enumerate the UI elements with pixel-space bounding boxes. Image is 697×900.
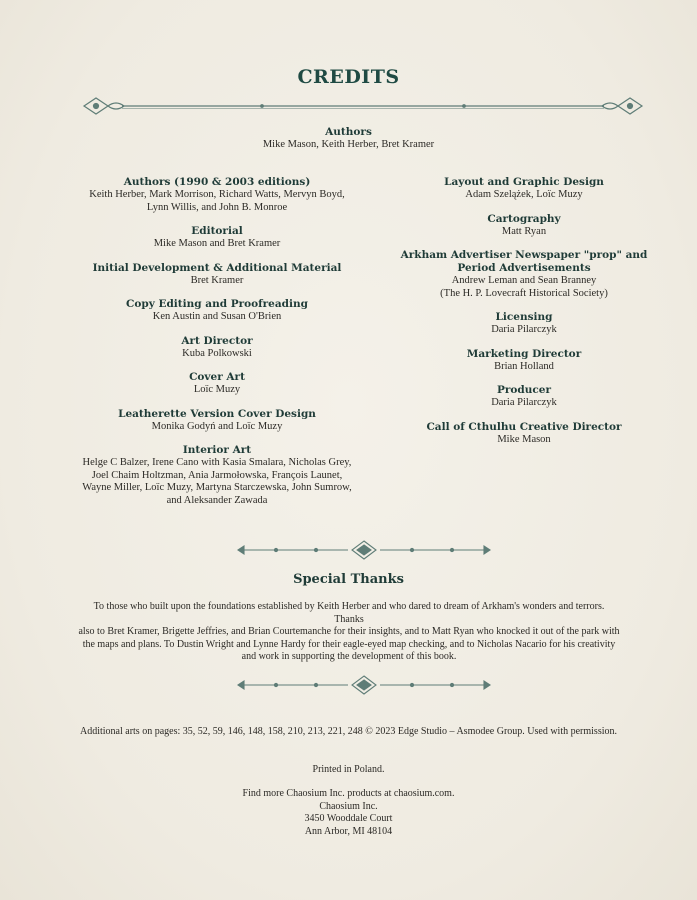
credit-heading: Cover Art (189, 371, 245, 383)
ornament-divider-bottom (236, 675, 492, 695)
credit-line: Kuba Polkowski (182, 347, 252, 359)
credit-line: Mike Mason and Bret Kramer (153, 238, 281, 249)
page-title: CREDITS (297, 66, 400, 88)
credit-block (82, 335, 352, 361)
credit-block (82, 298, 352, 324)
credit-line: Monika Godyń and Loïc Muzy (151, 420, 283, 432)
credit-line: Loïc Muzy (193, 384, 241, 395)
credit-block (82, 444, 352, 507)
credit-block (82, 176, 352, 214)
credit-heading: Editorial (191, 225, 243, 237)
credit-block (82, 262, 352, 288)
credit-block (386, 311, 662, 337)
authors-block (0, 126, 697, 152)
credit-heading: Licensing (495, 311, 553, 323)
credit-line: Andrew Leman and Sean Branney (451, 275, 597, 286)
contact-line: Ann Arbor, MI 48104 (304, 825, 393, 837)
credit-line: Mike Mason (497, 433, 551, 445)
special-thanks-heading: Special Thanks (293, 572, 404, 587)
credit-heading-continued: Period Advertisements (457, 262, 591, 274)
printed-in-note: Printed in Poland. (312, 764, 385, 775)
authors-names: Mike Mason, Keith Herber, Bret Kramer (262, 139, 435, 150)
credit-heading: Initial Development & Additional Material (92, 261, 342, 274)
contact-line: 3450 Wooddale Court (304, 813, 393, 824)
contact-line: Find more Chaosium Inc. products at chaosium.com. (242, 788, 455, 799)
credit-block (386, 384, 662, 410)
credit-block (386, 249, 662, 300)
credit-heading: Copy Editing and Proofreading (126, 298, 308, 310)
credit-line: Ken Austin and Susan O'Brien (152, 311, 282, 322)
credit-heading: Arkham Advertiser Newspaper "prop" and (400, 249, 648, 261)
ornament-divider-middle (236, 540, 492, 560)
credit-block (386, 348, 662, 374)
credit-line: Keith Herber, Mark Morrison, Richard Watts, Mervyn Boyd, (89, 189, 345, 200)
publisher-contact (0, 788, 697, 838)
credit-block (82, 408, 352, 434)
thanks-line: To those who built upon the foundations established by Keith Herber and who dared to dream of Arkham's wonders and terrors. Thanks (93, 601, 605, 625)
credit-heading: Interior Art (182, 444, 252, 456)
additional-arts-note: Additional arts on pages: 35, 52, 59, 146, 148, 158, 210, 213, 221, 248 © 2023 Edge Studio – Asmodee Group. Used with permission. (79, 726, 617, 737)
credit-heading: Marketing Director (466, 347, 582, 360)
credit-block (386, 176, 662, 202)
credit-block (82, 371, 352, 397)
ornament-divider-top (82, 94, 644, 118)
thanks-line: and work in supporting the development of this book. (241, 651, 457, 662)
credit-line: Brian Holland (494, 360, 554, 372)
credit-heading: Layout and Graphic Design (444, 176, 604, 188)
credit-line: Daria Pilarczyk (491, 324, 557, 335)
contact-line: Chaosium Inc. (319, 800, 378, 812)
credit-block (386, 213, 662, 239)
credit-heading: Authors (1990 & 2003 editions) (123, 176, 311, 188)
credit-line: Adam Szelążek, Loïc Muzy (465, 189, 583, 200)
credit-heading: Cartography (487, 212, 561, 225)
special-thanks-text (78, 601, 620, 664)
credit-heading: Leatherette Version Cover Design (118, 407, 316, 420)
credit-line: Matt Ryan (501, 225, 547, 237)
credits-left-column (82, 176, 352, 518)
credit-block (82, 225, 352, 251)
thanks-line: also to Bret Kramer, Brigette Jeffries, and Brian Courtemanche for their insights, and to Matt Ryan who knocked it out of the park with (78, 626, 620, 637)
credit-line: (The H. P. Lovecraft Historical Society) (440, 287, 608, 299)
credit-heading: Call of Cthulhu Creative Director (426, 420, 622, 433)
credit-line: Joel Chaim Holtzman, Ania Jarmołowska, François Launet, (91, 469, 343, 481)
credit-heading: Art Director (181, 334, 253, 347)
credit-heading: Producer (496, 384, 551, 396)
credit-line: Helge C Balzer, Irene Cano with Kasia Smalara, Nicholas Grey, (82, 457, 352, 468)
authors-heading: Authors (325, 126, 372, 138)
credit-line: Lynn Willis, and John B. Monroe (146, 201, 288, 213)
credit-block (386, 421, 662, 447)
credit-line: Bret Kramer (190, 274, 244, 286)
credit-line: Daria Pilarczyk (491, 397, 557, 408)
credits-right-column (386, 176, 662, 457)
credit-line: Wayne Miller, Loïc Muzy, Martyna Starczewska, John Sumrow, (82, 482, 352, 493)
thanks-line: the maps and plans. To Dustin Wright and Lynne Hardy for their eagle-eyed map checking, and to Nicholas Nacario for his creativity (82, 638, 616, 650)
credit-line: and Aleksander Zawada (166, 494, 268, 506)
